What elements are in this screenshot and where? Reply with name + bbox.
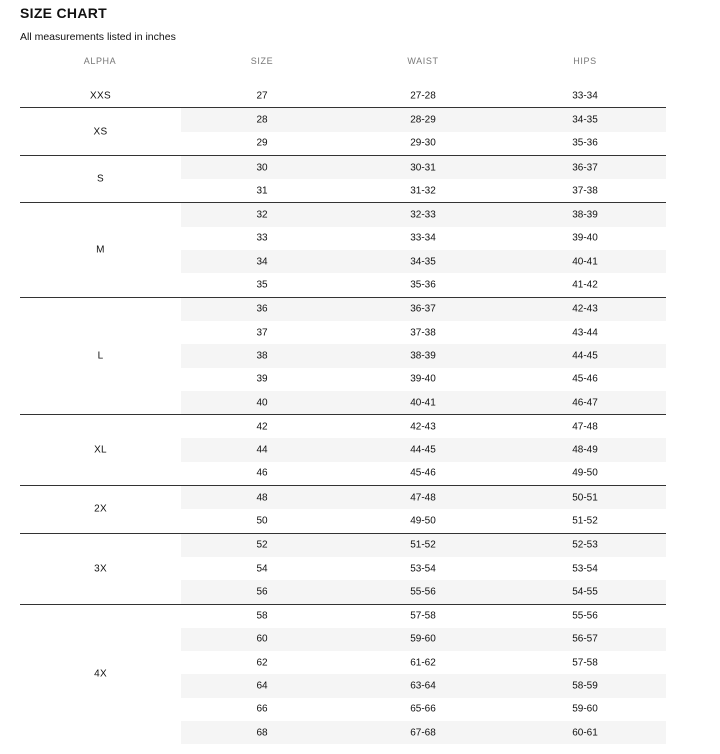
waist-cell: 65-66 (410, 703, 436, 715)
size-cell: 58 (256, 610, 268, 622)
column-header-alpha: ALPHA (83, 56, 117, 66)
size-cell: 54 (256, 563, 268, 575)
page-subtitle: All measurements listed in inches (20, 31, 176, 43)
hips-cell: 46-47 (572, 397, 598, 408)
alpha-label: 3X (94, 563, 107, 575)
size-cell: 31 (256, 185, 268, 197)
waist-cell: 44-45 (410, 444, 436, 456)
table-row (181, 132, 666, 155)
hips-cell: 41-42 (572, 279, 598, 291)
table-header (20, 56, 666, 72)
size-cell: 37 (256, 327, 268, 339)
hips-cell: 51-52 (572, 515, 598, 527)
size-cell: 27 (256, 90, 268, 102)
table-row (181, 203, 666, 226)
waist-cell: 38-39 (410, 350, 436, 362)
table-row (181, 108, 666, 131)
waist-cell: 27-28 (410, 90, 436, 102)
hips-cell: 60-61 (572, 727, 598, 739)
size-cell: 68 (256, 727, 268, 739)
hips-cell: 39-40 (572, 232, 598, 244)
size-cell: 29 (256, 137, 268, 149)
alpha-label: 2X (94, 503, 107, 515)
size-cell: 33 (256, 232, 268, 244)
waist-cell: 36-37 (410, 303, 436, 315)
hips-cell: 48-49 (572, 444, 598, 456)
size-group (20, 84, 666, 108)
waist-cell: 45-46 (410, 467, 436, 479)
hips-cell: 38-39 (572, 209, 598, 221)
size-cell: 28 (256, 114, 268, 126)
waist-cell: 28-29 (410, 114, 436, 126)
size-cell: 60 (256, 633, 268, 645)
alpha-label: XXS (90, 90, 111, 102)
hips-cell: 53-54 (572, 563, 598, 575)
hips-cell: 47-48 (572, 421, 598, 433)
hips-cell: 59-60 (572, 703, 598, 715)
size-cell: 35 (256, 279, 268, 291)
waist-cell: 63-64 (410, 680, 436, 692)
hips-cell: 50-51 (572, 492, 598, 504)
waist-cell: 55-56 (410, 586, 436, 598)
table-row (181, 273, 666, 296)
table-row (181, 344, 666, 367)
table-row (181, 227, 666, 250)
size-cell: 64 (256, 680, 268, 692)
table-row (181, 462, 666, 485)
alpha-label: S (97, 173, 104, 185)
column-header-hips: HIPS (573, 56, 597, 66)
waist-cell: 29-30 (410, 137, 436, 149)
hips-cell: 44-45 (572, 350, 598, 362)
table-row (181, 391, 666, 414)
hips-cell: 42-43 (572, 303, 598, 315)
waist-cell: 40-41 (410, 397, 436, 408)
column-header-waist: WAIST (407, 56, 439, 66)
size-cell: 56 (256, 586, 268, 598)
table-row (181, 298, 666, 321)
table-row (181, 698, 666, 721)
waist-cell: 42-43 (410, 421, 436, 433)
table-row (181, 438, 666, 461)
alpha-label: L (97, 350, 104, 362)
waist-cell: 49-50 (410, 515, 436, 527)
table-row (181, 321, 666, 344)
table-row (181, 486, 666, 509)
hips-cell: 35-36 (572, 137, 598, 149)
size-cell: 62 (256, 657, 268, 669)
waist-cell: 33-34 (410, 232, 436, 244)
size-cell: 66 (256, 703, 268, 715)
table-row (181, 557, 666, 580)
size-cell: 48 (256, 492, 268, 504)
hips-cell: 40-41 (572, 256, 598, 268)
hips-cell: 34-35 (572, 114, 598, 126)
waist-cell: 53-54 (410, 563, 436, 575)
size-table (20, 84, 666, 744)
table-row (181, 368, 666, 391)
size-cell: 30 (256, 162, 268, 174)
waist-cell: 32-33 (410, 209, 436, 221)
hips-cell: 57-58 (572, 657, 598, 669)
size-cell: 32 (256, 209, 268, 221)
alpha-label: 4X (94, 668, 107, 680)
size-group (20, 203, 666, 297)
waist-cell: 59-60 (410, 633, 436, 645)
hips-cell: 49-50 (572, 467, 598, 479)
table-row (181, 721, 666, 744)
size-cell: 39 (256, 373, 268, 385)
waist-cell: 31-32 (410, 185, 436, 197)
hips-cell: 56-57 (572, 633, 598, 645)
table-row (181, 415, 666, 438)
waist-cell: 30-31 (410, 162, 436, 174)
table-row (181, 84, 666, 107)
size-group (20, 534, 666, 605)
hips-cell: 58-59 (572, 680, 598, 692)
hips-cell: 33-34 (572, 90, 598, 102)
size-cell: 34 (256, 256, 268, 268)
alpha-label: XS (93, 126, 108, 138)
alpha-label: M (96, 244, 105, 256)
size-cell: 50 (256, 515, 268, 527)
hips-cell: 43-44 (572, 327, 598, 339)
size-cell: 52 (256, 539, 268, 551)
size-cell: 36 (256, 303, 268, 315)
size-cell: 40 (256, 397, 268, 408)
size-cell: 46 (256, 467, 268, 479)
hips-cell: 52-53 (572, 539, 598, 551)
waist-cell: 39-40 (410, 373, 436, 385)
column-header-size: SIZE (250, 56, 274, 66)
size-group (20, 415, 666, 486)
size-cell: 38 (256, 350, 268, 362)
table-row (181, 156, 666, 179)
hips-cell: 36-37 (572, 162, 598, 174)
hips-cell: 55-56 (572, 610, 598, 622)
waist-cell: 35-36 (410, 279, 436, 291)
table-row (181, 509, 666, 532)
table-row (181, 605, 666, 628)
hips-cell: 45-46 (572, 373, 598, 385)
waist-cell: 47-48 (410, 492, 436, 504)
table-row (181, 250, 666, 273)
page-title: SIZE CHART (20, 5, 107, 21)
waist-cell: 67-68 (410, 727, 436, 739)
size-group (20, 108, 666, 156)
size-group (20, 486, 666, 534)
hips-cell: 54-55 (572, 586, 598, 598)
size-cell: 44 (256, 444, 268, 456)
waist-cell: 34-35 (410, 256, 436, 268)
hips-cell: 37-38 (572, 185, 598, 197)
size-cell: 42 (256, 421, 268, 433)
waist-cell: 57-58 (410, 610, 436, 622)
table-row (181, 179, 666, 202)
waist-cell: 61-62 (410, 657, 436, 669)
waist-cell: 51-52 (410, 539, 436, 551)
alpha-label: XL (94, 444, 107, 456)
size-group (20, 605, 666, 745)
waist-cell: 37-38 (410, 327, 436, 339)
table-row (181, 628, 666, 651)
table-row (181, 674, 666, 697)
size-group (20, 156, 666, 204)
table-row (181, 651, 666, 674)
table-row (181, 580, 666, 603)
table-row (181, 534, 666, 557)
size-group (20, 298, 666, 415)
